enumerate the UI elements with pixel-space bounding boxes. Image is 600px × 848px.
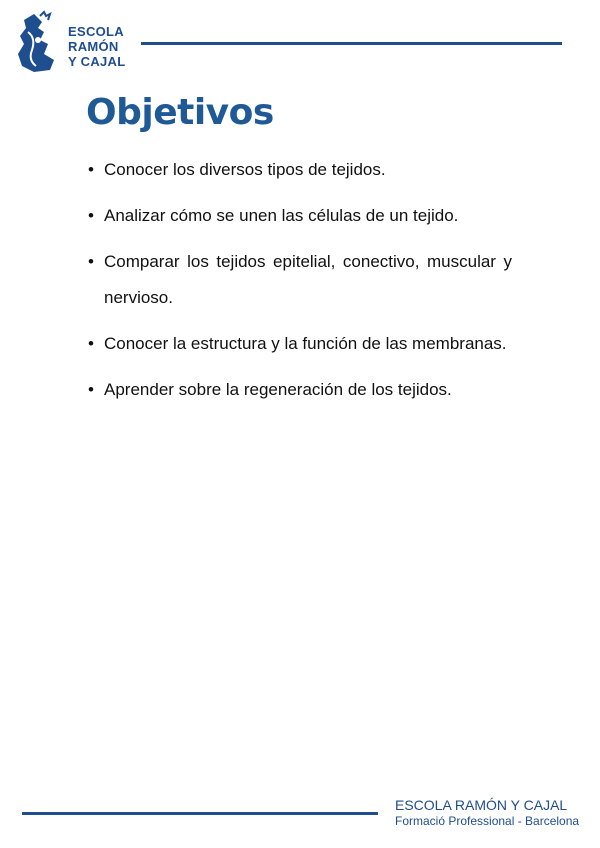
footer-school-name: ESCOLA RAMÓN Y CAJAL (395, 797, 568, 813)
list-item (86, 152, 512, 188)
objective-text: Comparar los tejidos epitelial, conectivo, muscular y nervioso. (104, 252, 512, 307)
list-item (86, 326, 512, 362)
logo-text (68, 24, 125, 69)
bullet: • (88, 252, 94, 271)
school-emblem-icon (14, 10, 68, 76)
objective-text: Conocer la estructura y la función de las membranas. (104, 334, 507, 353)
logo-line-3: Y CAJAL (68, 54, 126, 69)
header-divider (141, 42, 562, 45)
list-item (86, 198, 512, 234)
objective-text: Conocer los diversos tipos de tejidos. (104, 160, 386, 179)
bullet: • (88, 380, 94, 399)
footer-subtitle: Formació Professional - Barcelona (395, 814, 580, 828)
list-item (86, 372, 512, 408)
list-item (86, 244, 512, 316)
objective-text: Analizar cómo se unen las células de un tejido. (104, 206, 459, 225)
page-title: Objetivos (86, 92, 274, 133)
bullet: • (88, 160, 94, 179)
objectives-list (86, 152, 512, 418)
footer-divider (22, 812, 378, 815)
bullet: • (88, 206, 94, 225)
bullet: • (88, 334, 94, 353)
footer (395, 797, 579, 828)
logo-line-1: ESCOLA (68, 24, 124, 39)
school-logo (14, 10, 136, 78)
objective-text: Aprender sobre la regeneración de los tejidos. (104, 380, 452, 399)
logo-line-2: RAMÓN (68, 39, 119, 54)
